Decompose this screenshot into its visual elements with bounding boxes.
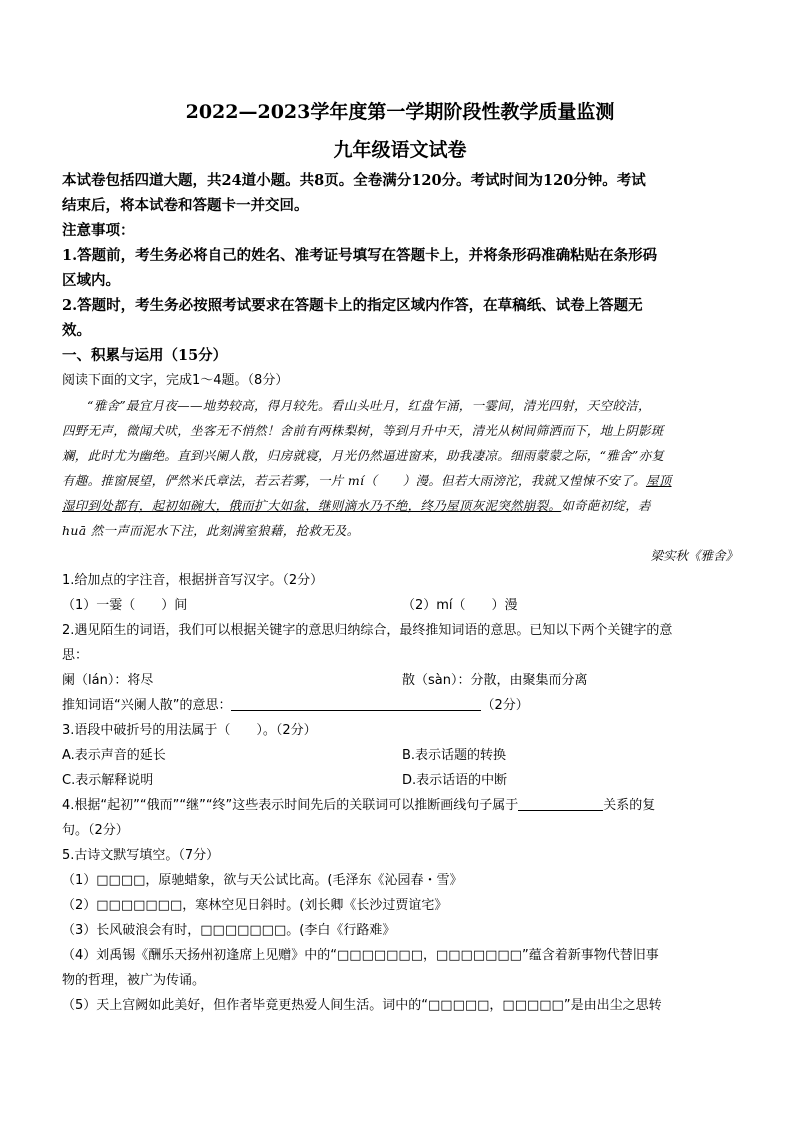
question-5-stem: 5.古诗文默写填空。（7分） — [62, 848, 220, 863]
notice-title: 注意事项： — [62, 222, 135, 239]
question-2-stem: 2.遇见陌生的词语，我们可以根据关键字的意思归纳综合，最终推知词语的意思。已知以下两个关键字的意 — [62, 623, 673, 638]
intro-line-1: 本试卷包括四道大题，共24道小题。共8页。全卷满分120分。考试时间为120分钟。考试 — [62, 172, 646, 189]
question-5-item-3: （3）长风破浪会有时，□□□□□□□。(李白《行路难》 — [62, 923, 396, 938]
passage-line — [62, 468, 738, 493]
passage-line: “雅舍”最宜月夜——地势较高，得月较先。看山头吐月，红盘乍涌，一霎间，清光四射，天空皎洁， — [87, 398, 651, 413]
reading-passage — [62, 393, 738, 568]
question-3-stem: 3.语段中破折号的用法属于（ ）。（2分） — [62, 723, 317, 738]
q4-text-cont: 关系的复 — [603, 798, 656, 813]
option-a: A.表示声音的延长 — [62, 748, 166, 763]
infer-score: （2分） — [481, 698, 529, 713]
option-d: D.表示话语的中断 — [402, 773, 508, 788]
exam-title: 2022—2023学年度第一学期阶段性教学质量监测 — [185, 101, 615, 123]
exam-subtitle: 九年级语文试卷 — [333, 139, 467, 161]
option-b: B.表示话题的转换 — [402, 748, 507, 763]
passage-line: huā 然一声而泥水下注，此刻满室狼藉，抢救无及。 — [62, 523, 360, 538]
q4-text: 4.根据“起初”“俄而”“继”“终”这些表示时间先后的关联词可以推断画线句子属于 — [62, 798, 519, 813]
question-4-stem — [62, 793, 738, 818]
question-5-item-4-cont: 物的哲理，被广为传诵。 — [62, 973, 206, 988]
passage-text: 如奇葩初绽，砉 — [561, 498, 651, 513]
answer-blank[interactable] — [231, 696, 481, 711]
intro-line-2: 结束后，将本试卷和答题卡一并交回。 — [62, 197, 309, 214]
option-c: C.表示解释说明 — [62, 773, 154, 788]
question-4-stem-end: 句。（2分） — [62, 823, 129, 838]
section-heading: 一、积累与运用（15分） — [62, 347, 228, 364]
question-1-items — [62, 593, 738, 618]
passage-line — [62, 493, 738, 518]
question-1-stem: 1.给加点的字注音，根据拼音写汉字。（2分） — [62, 573, 324, 588]
notice-2a: 2.答题时，考生务必按照考试要求在答题卡上的指定区域内作答，在草稿纸、试卷上答题无 — [62, 297, 643, 314]
answer-blank[interactable] — [518, 796, 603, 811]
keyword-san: 散（sàn）：分散，由聚集而分离 — [402, 673, 588, 688]
passage-line: 四野无声，微闻犬吠，坐客无不悄然！舍前有两株梨树，等到月升中天，清光从树间筛洒而下，地上阴影斑 — [62, 423, 664, 438]
underlined-sentence: 湿印到处都有，起初如碗大，俄而扩大如盆，继则滴水乃不绝，终乃屋顶灰泥突然崩裂。 — [62, 498, 562, 513]
question-2-stem-cont: 思： — [62, 648, 89, 663]
keyword-lan: 阑（lán）：将尽 — [62, 673, 154, 688]
question-2-infer — [62, 693, 738, 718]
question-2-keywords — [62, 668, 738, 693]
passage-text: 有趣。推窗展望，俨然米氏章法，若云若雾，一片 mí（ ）漫。但若大雨滂沱，我就又惶悚不安了。 — [62, 473, 646, 488]
notice-1b: 区域内。 — [62, 272, 120, 289]
passage-line: 斓，此时尤为幽绝。直到兴阑人散，归房就寝，月光仍然逼进窗来，助我凄凉。细雨蒙蒙之际，“雅舍”亦复 — [62, 448, 665, 463]
question-3-options-cd — [62, 768, 738, 793]
question-3-options-ab — [62, 743, 738, 768]
notice-2b: 效。 — [62, 322, 91, 339]
underlined-sentence: 屋顶 — [645, 473, 672, 488]
exam-page — [62, 98, 738, 1018]
question-5-item-4: （4）刘禹锡《酬乐天扬州初逢席上见赠》中的“□□□□□□□，□□□□□□□”蕴含着新事物代替旧事 — [62, 948, 659, 963]
notice-1a: 1.答题前，考生务必将自己的姓名、准考证号填写在答题卡上，并将条形码准确粘贴在条形码 — [62, 247, 658, 264]
question-5-item-5: （5）天上宫阙如此美好，但作者毕竟更热爱人间生活。词中的“□□□□□，□□□□□”是由出尘之思转 — [62, 998, 662, 1013]
question-1-item-a: （1）一霎（ ）间 — [62, 598, 188, 613]
question-1-item-b: （2）mí（ ）漫 — [402, 598, 518, 613]
question-5-item-2: （2）□□□□□□□，寒林空见日斜时。(刘长卿《长沙过贾谊宅》 — [62, 898, 448, 913]
reading-instruction: 阅读下面的文字，完成1～4题。（8分） — [62, 373, 289, 388]
question-5-item-1: （1）□□□□，原驰蜡象，欲与天公试比高。(毛泽东《沁园春・雪》 — [62, 873, 463, 888]
passage-source: 梁实秋《雅舍》 — [650, 548, 738, 563]
infer-label: 推知词语“兴阑人散”的意思： — [62, 698, 232, 713]
